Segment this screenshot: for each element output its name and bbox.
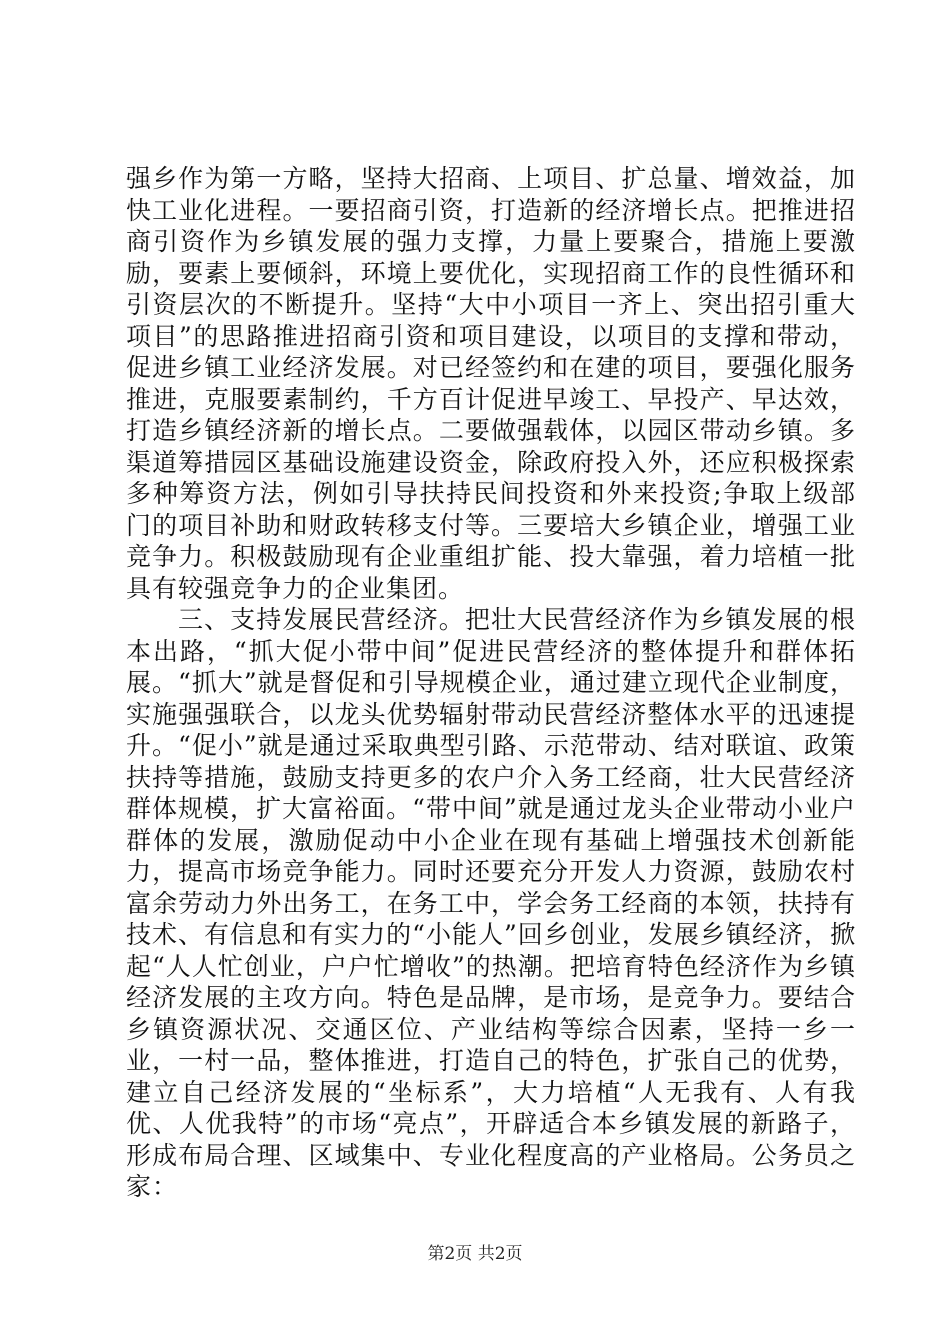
page-footer: 第2页 共2页 — [427, 1244, 523, 1264]
document-body — [126, 163, 856, 1203]
paragraph-continuation: 强乡作为第一方略，坚持大招商、上项目、扩总量、增效益，加快工业化进程。一要招商引资，打造新的经济增长点。把推进招商引资作为乡镇发展的强力支撑，力量上要聚合，措施上要激励，要素上要倾斜，环境上要优化，实现招商工作的良性循环和引资层次的不断提升。坚持“大中小项目一齐上、突出招引重大项目”的思路推进招商引资和项目建设，以项目的支撑和带动，促进乡镇工业经济发展。对已经签约和在建的项目，要强化服务推进，克服要素制约，千方百计促进早竣工、早投产、早达效，打造乡镇经济新的增长点。二要做强载体，以园区带动乡镇。多渠道筹措园区基础设施建设资金，除政府投入外，还应积极探索多种筹资方法，例如引导扶持民间投资和外来投资;争取上级部门的项目补助和财政转移支付等。三要培大乡镇企业，增强工业竞争力。积极鼓励现有企业重组扩能、投大靠强，着力培植一批具有较强竞争力的企业集团。 — [126, 164, 856, 603]
paragraph-section-three: 三、支持发展民营经济。把壮大民营经济作为乡镇发展的根本出路，“抓大促小带中间”促进民营经济的整体提升和群体拓展。“抓大”就是督促和引导规模企业，通过建立现代企业制度，实施强强联合，以龙头优势辐射带动民营经济整体水平的迅速提升。“促小”就是通过采取典型引路、示范带动、结对联谊、政策扶持等措施，鼓励支持更多的农户介入务工经商，壮大民营经济群体规模，扩大富裕面。“带中间”就是通过龙头企业带动小业户群体的发展，激励促动中小企业在现有基础上增强技术创新能力，提高市场竞争能力。同时还要充分开发人力资源，鼓励农村富余劳动力外出务工，在务工中，学会务工经商的本领，扶持有技术、有信息和有实力的“小能人”回乡创业，发展乡镇经济，掀起“人人忙创业，户户忙增收”的热潮。把培育特色经济作为乡镇经济发展的主攻方向。特色是品牌，是市场，是竞争力。要结合乡镇资源状况、交通区位、产业结构等综合因素，坚持一乡一业，一村一品，整体推进，打造自己的特色，扩张自己的优势，建立自己经济发展的“坐标系”，大力培植“人无我有、人有我优、人优我特”的市场“亮点”，开辟适合本乡镇发展的新路子，形成布局合理、区域集中、专业化程度高的产业格局。公务员之家： — [126, 605, 856, 1201]
